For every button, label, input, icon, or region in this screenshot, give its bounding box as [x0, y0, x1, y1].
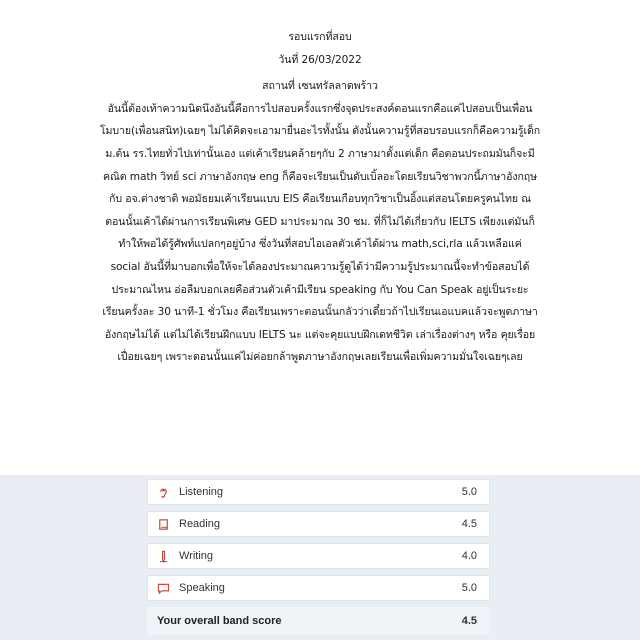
- note-line: เปื่อยเฉยๆ เพราะตอนนั้นแค่ไม่ค่อยกล้าพูดภาษาอังกฤษเลยเรียนเพื่อเพิ่มความมั่นใจเฉยๆเลย: [117, 351, 523, 364]
- book-icon: [156, 517, 170, 531]
- score-label: Reading: [179, 518, 220, 530]
- note-line: โมบาย(เพื่อนสนิท)เฉยๆ ไม่ได้คิดจะเอามายื่นอะไรทั้งนั้น ดังนั้นความรู้ที่สอบรอบแรกก็คือความรู้เด็ก: [99, 125, 541, 138]
- score-value: 5.0: [461, 582, 477, 594]
- note-line: อันนี้ต้องเท้าความนิดนึงอันนี้คือการไปสอบครั้งแรกซึ่งจุดประสงค์ตอนแรกคือแค่ไปสอบเป็นเพื่อน: [107, 102, 533, 115]
- note-line: อังกฤษไม่ได้ แต่ไม่ได้เรียนฝึกแบบ IELTS นะ แต่จะคุยแบบฝึกเดทชีวิต เล่าเรื่องต่างๆ หรือ คุยเรื่อย: [104, 328, 536, 341]
- score-row-listening: [147, 479, 490, 505]
- note-line: ทำให้พอได้รู้ศัพท์แปลกๆอยู่บ้าง ซึ่งวันที่สอบไอเอลตัวเค้าได้ผ่าน math,sci,rla แล้วเหลือแค่: [118, 238, 522, 251]
- speech-bubble-icon: [156, 581, 170, 595]
- score-row-reading: [147, 511, 490, 537]
- score-value: 5.0: [461, 486, 477, 498]
- note-line: กับ อจ.ต่างชาติ พอมัธยมเค้าเรียนแบบ EIS คือเรียนเกือบทุกวิชาเป็นอิ้งแต่สอนโดยครูคนไทย ณ: [109, 193, 531, 206]
- score-value: 4.0: [461, 550, 477, 562]
- overall-label: Your overall band score: [157, 615, 282, 627]
- note-text: [58, 26, 582, 369]
- note-line: ประมาณไหน อ่อลืมบอกเลยคือส่วนตัวเค้ามีเรียน speaking กับ You Can Speak อยู่เป็นระยะ: [111, 283, 529, 296]
- score-panel: [0, 475, 640, 640]
- note-line: ม.ต้น รร.ไทยทั่วไปเท่านั้นเอง แต่เค้าเรียนคล้ายๆกับ 2 ภาษามาตั้งแต่เด็ก คือตอนประถมมันก็จะมี: [105, 147, 535, 160]
- score-row-writing: [147, 543, 490, 569]
- note-title: รอบแรกที่สอบ: [288, 31, 352, 43]
- note-venue: สถานที่ เซนทรัลลาดพร้าว: [262, 80, 378, 93]
- note-line: คณิต math วิทย์ sci ภาษาอังกฤษ eng ก็คือจะเรียนเป็นดับเบิ้ลอะโดยเรียนวิชาพวกนี้ภาษาอังกฤษ: [103, 170, 537, 183]
- pen-icon: [156, 549, 170, 563]
- score-label: Listening: [179, 486, 224, 498]
- score-label: Writing: [179, 550, 214, 562]
- note-line: เรียนครั้งละ 30 นาที-1 ชั่วโมง คือเรียนเพราะตอนนั้นกลัวว่าเดี๋ยวถ้าไปเรียนเอแบคแล้วจะพูดภาษา: [102, 306, 538, 319]
- overall-value: 4.5: [461, 615, 477, 627]
- ear-icon: [156, 485, 170, 499]
- score-label: Speaking: [179, 582, 225, 594]
- note-line: ตอนนั้นเค้าได้ผ่านการเรียนพิเศษ GED มาประมาณ 30 ชม. ที่ก็ไม่ได้เกี่ยวกับ IELTS เพียงแต่มันก็: [105, 215, 535, 228]
- score-row-speaking: [147, 575, 490, 601]
- note-date: วันที่ 26/03/2022: [278, 53, 362, 66]
- score-value: 4.5: [461, 518, 477, 530]
- note-line: social อันนี้ที่มาบอกเพื่อให้จะได้ลองประมาณความรู้ดูได้ว่ามีความรู้ประมาณนี้จะทำข้อสอบได้: [110, 260, 530, 273]
- overall-band-score: [147, 607, 490, 635]
